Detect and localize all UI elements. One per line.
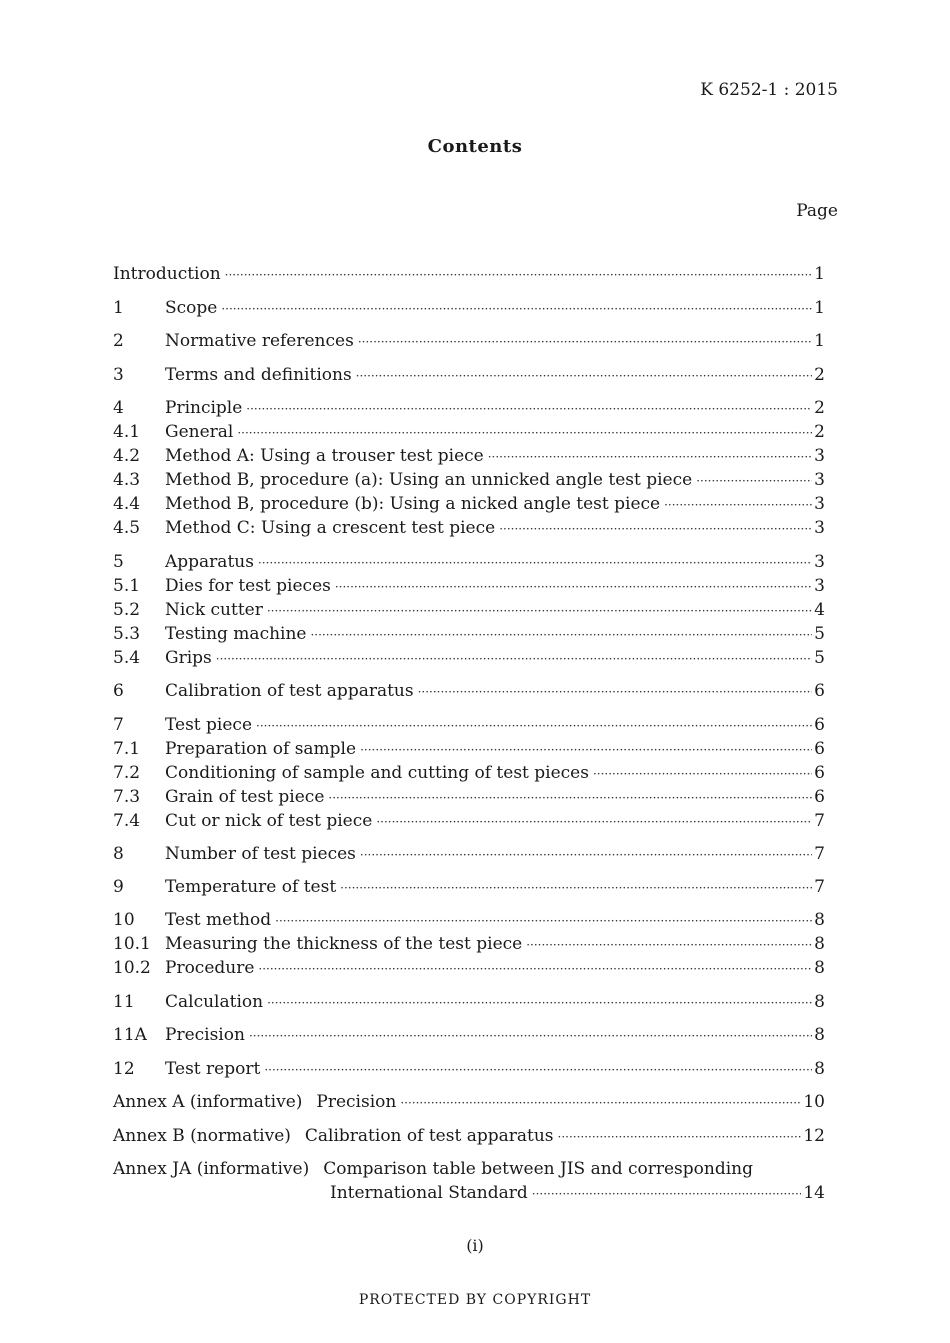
toc-entry-6[interactable] [113,679,825,703]
toc-entry-label: Test piece [165,715,253,735]
toc-entry-number: 3 [113,365,124,385]
dot-leader [358,330,812,354]
toc-entry-label: Method C: Using a crescent test piece [165,518,496,538]
toc-entry-4-3[interactable] [113,468,825,492]
toc-entry-label: Grips [165,648,212,668]
dot-leader [526,933,812,957]
dot-leader [275,909,812,933]
toc-entry-number: 8 [113,844,124,864]
toc-entry-page: 6 [814,787,825,807]
toc-entry-label: Method A: Using a trouser test piece [165,446,484,466]
dot-leader [221,297,812,321]
dot-leader [558,1125,802,1149]
dot-leader [267,599,812,623]
dot-leader [258,551,812,575]
dot-leader [249,1024,812,1048]
toc-entry-label: Preparation of sample [165,739,357,759]
toc-entry-label: General [165,422,234,442]
toc-entry-number: 7.4 [113,811,141,831]
toc-entry-page: 2 [814,422,825,442]
dot-leader [335,575,812,599]
toc-entry-4-2[interactable] [113,444,825,468]
toc-entry-page: 1 [814,331,825,351]
toc-entry-page: 7 [814,844,825,864]
toc-entry-page: 4 [814,600,825,620]
toc-entry-11a[interactable] [113,1023,825,1047]
toc-entry-8[interactable] [113,842,825,866]
toc-entry-label: Nick cutter [165,600,263,620]
toc-entry-10[interactable] [113,908,825,932]
toc-entry-5[interactable] [113,550,825,574]
toc-entry-4[interactable] [113,396,825,420]
toc-entry-label: Testing machine [165,624,307,644]
toc-entry-introduction[interactable] [113,262,825,286]
toc-entry-number: 4.1 [113,422,141,442]
toc-entry-4-1[interactable] [113,420,825,444]
toc-entry-label: Apparatus [165,552,254,572]
toc-entry-number: 12 [113,1059,135,1079]
toc-entry-10-1[interactable] [113,932,825,956]
toc-entry-11[interactable] [113,990,825,1014]
toc-entry-label: Precision [316,1092,397,1112]
toc-entry-label: Grain of test piece [165,787,325,807]
toc-entry-page: 6 [814,681,825,701]
toc-entry-2[interactable] [113,329,825,353]
toc-entry-page: 12 [803,1126,825,1146]
toc-entry-page: 2 [814,365,825,385]
toc-entry-number: 4.4 [113,494,141,514]
toc-entry-page: 7 [814,877,825,897]
toc-entry-label: Precision [165,1025,245,1045]
page-number: (i) [466,1236,484,1255]
toc-entry-number: Annex B (normative) [113,1126,291,1146]
toc-entry-label: Terms and definitions [165,365,352,385]
toc-entry-number: 7.2 [113,763,141,783]
page-title: Contents [427,136,523,157]
toc-entry-number: 2 [113,331,124,351]
dot-leader [340,876,812,900]
dot-leader [246,397,812,421]
toc-entry-number: 5.1 [113,576,141,596]
dot-leader [360,738,812,762]
toc-entry-5-4[interactable] [113,646,825,670]
toc-entry-number: 4.2 [113,446,141,466]
toc-entry-number: 7 [113,715,124,735]
toc-entry-page: 3 [814,576,825,596]
toc-entry-page: 8 [814,992,825,1012]
dot-leader [258,957,812,981]
toc-entry-7-2[interactable] [113,761,825,785]
toc-entry-number: 9 [113,877,124,897]
toc-entry-annex-ja-continued[interactable] [113,1181,825,1205]
dot-leader [225,263,813,287]
toc-entry-number: 5 [113,552,124,572]
toc-entry-page: 8 [814,958,825,978]
toc-entry-label: Test method [165,910,272,930]
toc-entry-page: 8 [814,910,825,930]
toc-entry-7-4[interactable] [113,809,825,833]
toc-entry-page: 5 [814,624,825,644]
dot-leader [418,680,813,704]
toc-entry-number: 5.4 [113,648,141,668]
toc-entry-4-5[interactable] [113,516,825,540]
toc-entry-label: Number of test pieces [165,844,356,864]
toc-entry-4-4[interactable] [113,492,825,516]
toc-entry-page: 3 [814,470,825,490]
toc-entry-label: Calculation [165,992,264,1012]
toc-entry-page: 6 [814,739,825,759]
toc-entry-5-1[interactable] [113,574,825,598]
toc-entry-page: 1 [814,264,825,284]
document-number: K 6252-1 : 2015 [700,80,838,100]
toc-entry-number: 7.1 [113,739,141,759]
dot-leader [237,421,812,445]
dot-leader [360,843,812,867]
dot-leader [499,517,812,541]
toc-entry-label: Temperature of test [165,877,337,897]
toc-entry-label: Scope [165,298,218,318]
toc-entry-5-2[interactable] [113,598,825,622]
toc-entry-number: 5.3 [113,624,141,644]
toc-entry-10-2[interactable] [113,956,825,980]
toc-entry-number: Annex A (informative) [113,1092,303,1112]
toc-entry-label: Principle [165,398,243,418]
copyright-notice: PROTECTED BY COPYRIGHT [358,1292,592,1308]
toc-entry-page: 8 [814,934,825,954]
toc-entry-label: Dies for test pieces [165,576,331,596]
dot-leader [696,469,812,493]
dot-leader [310,623,812,647]
toc-entry-number: 4.5 [113,518,141,538]
toc-entry-page: 3 [814,446,825,466]
toc-entry-label: Conditioning of sample and cutting of test pieces [165,763,589,783]
toc-entry-label: Method B, procedure (b): Using a nicked angle test piece [165,494,661,514]
toc-entry-label: Test report [165,1059,261,1079]
toc-entry-number: 10.2 [113,958,151,978]
toc-entry-page: 1 [814,298,825,318]
toc-entry-number: 11A [113,1025,147,1045]
toc-entry-number: 1 [113,298,124,318]
toc-entry-1[interactable] [113,296,825,320]
toc-entry-page: 7 [814,811,825,831]
toc-entry-7[interactable] [113,713,825,737]
toc-entry-7-3[interactable] [113,785,825,809]
toc-entry-number: 6 [113,681,124,701]
toc-entry-page: 10 [803,1092,825,1112]
toc-entry-number: 4.3 [113,470,141,490]
dot-leader [356,364,813,388]
toc-entry-annex-b[interactable] [113,1124,825,1148]
dot-leader [400,1091,801,1115]
toc-entry-number: Annex JA (informative) [113,1159,310,1179]
dot-leader [216,647,812,671]
toc-entry-label: Method B, procedure (a): Using an unnicked angle test piece [165,470,693,490]
dot-leader [376,810,812,834]
toc-entry-page: 8 [814,1025,825,1045]
toc-entry-annex-a[interactable] [113,1090,825,1114]
toc-entry-number: 5.2 [113,600,141,620]
toc-entry-page: 2 [814,398,825,418]
dot-leader [267,991,812,1015]
toc-entry-page: 14 [803,1183,825,1203]
toc-entry-label: Procedure [165,958,255,978]
toc-entry-number: 7.3 [113,787,141,807]
toc-entry-annex-ja[interactable] [113,1157,825,1181]
toc-entry-label: Introduction [113,264,221,284]
toc-entry-page: 5 [814,648,825,668]
table-of-contents [113,0,825,1343]
dot-leader [593,762,812,786]
toc-entry-label: Normative references [165,331,354,351]
toc-entry-number: 11 [113,992,135,1012]
toc-entry-page: 3 [814,494,825,514]
dot-leader [664,493,812,517]
toc-entry-label: International Standard [330,1183,528,1203]
toc-entry-number: 10 [113,910,135,930]
toc-entry-3[interactable] [113,363,825,387]
dot-leader [532,1182,802,1206]
toc-entry-label: Measuring the thickness of the test piece [165,934,523,954]
toc-entry-9[interactable] [113,875,825,899]
toc-entry-12[interactable] [113,1057,825,1081]
toc-entry-page: 3 [814,518,825,538]
toc-entry-page: 8 [814,1059,825,1079]
dot-leader [264,1058,812,1082]
toc-entry-label: Comparison table between JIS and corresponding [323,1159,753,1179]
toc-entry-number: 4 [113,398,124,418]
toc-entry-label: Cut or nick of test piece [165,811,373,831]
toc-entry-page: 3 [814,552,825,572]
toc-entry-number: 10.1 [113,934,151,954]
toc-entry-label: Calibration of test apparatus [165,681,414,701]
toc-entry-5-3[interactable] [113,622,825,646]
toc-entry-page: 6 [814,763,825,783]
toc-entry-page: 6 [814,715,825,735]
toc-entry-7-1[interactable] [113,737,825,761]
toc-entry-label: Calibration of test apparatus [304,1126,554,1146]
dot-leader [256,714,812,738]
dot-leader [488,445,812,469]
dot-leader [328,786,812,810]
page-column-heading: Page [796,201,838,221]
